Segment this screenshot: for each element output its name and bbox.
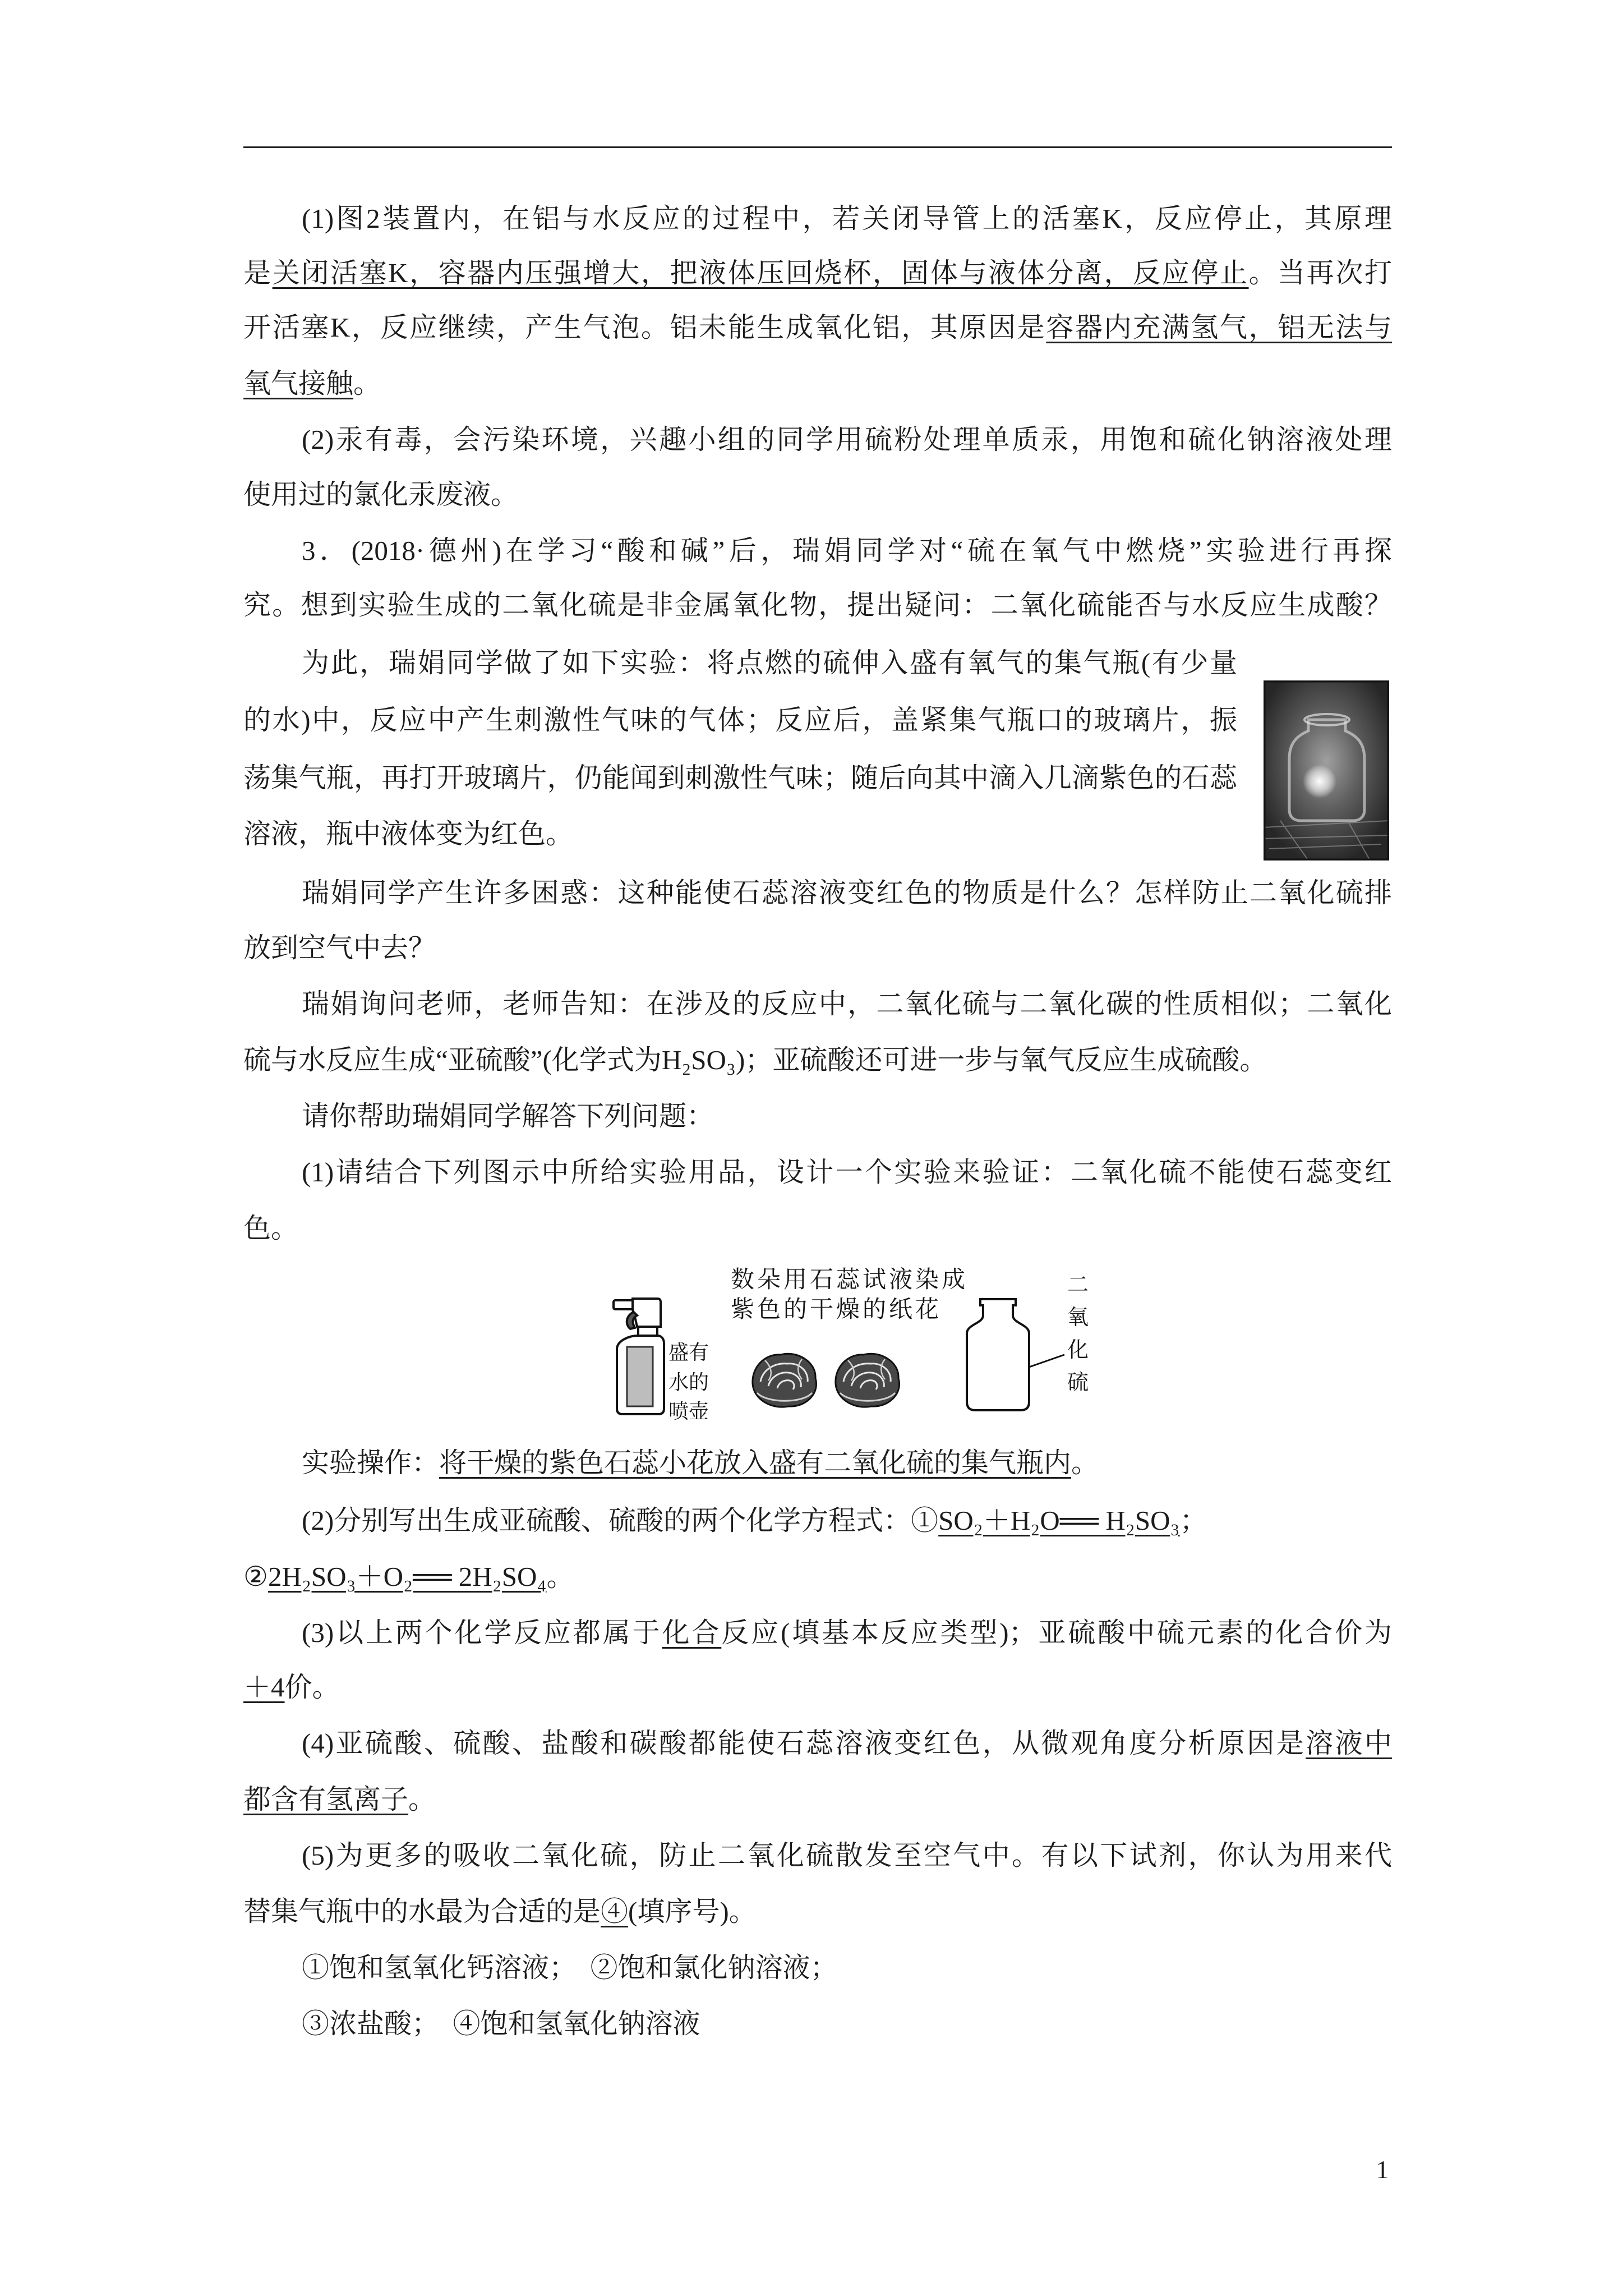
text-segment: 放到空气中去？ xyxy=(243,932,436,963)
text-line xyxy=(243,308,1392,347)
text-line xyxy=(243,1097,1392,1136)
text-line xyxy=(243,1209,1392,1248)
gas-jar-label-char: 化 xyxy=(1067,1337,1089,1362)
answer-text: 将干燥的紫色石蕊小花放入盛有二氧化硫的集气瓶内 xyxy=(439,1447,1072,1478)
text-line xyxy=(243,643,1237,683)
text-segment: 。 xyxy=(1071,1447,1099,1478)
text-segment: 使用过的氯化汞废液。 xyxy=(243,479,519,510)
text-segment: 瑞娟询问老师，老师告知：在涉及的反应中，二氧化硫与二氧化碳的性质相似；二氧化 xyxy=(302,988,1392,1019)
text-segment: 硫与水反应生成“亚硫酸”(化学式为H₂SO₃)；亚硫酸还可进一步与氧气反应生成硫酸。 xyxy=(243,1045,1267,1075)
experiment-materials-figure xyxy=(606,1265,1110,1430)
text-segment: 开活塞K，反应继续，产生气泡。铝未能生成氧化铝，其原因是 xyxy=(243,312,1046,343)
header-rule xyxy=(243,146,1392,148)
text-segment: 价。 xyxy=(284,1672,340,1703)
text-line xyxy=(243,928,1392,968)
text-segment: 。 xyxy=(546,1561,574,1592)
text-line xyxy=(243,984,1392,1024)
text-segment: 溶液，瓶中液体变为红色。 xyxy=(243,818,574,849)
text-segment: 色。 xyxy=(243,1213,299,1244)
answer-text: 溶液中 xyxy=(1306,1728,1392,1759)
spray-bottle-label: 水的 xyxy=(668,1371,709,1394)
text-line xyxy=(243,758,1237,798)
text-segment: ② xyxy=(243,1561,268,1592)
page-number: 1 xyxy=(1376,2155,1389,2184)
text-line xyxy=(243,1613,1392,1653)
paper-flower-icon xyxy=(836,1354,900,1407)
text-segment: 的水)中，反应中产生刺激性气味的气体；反应后，盖紧集气瓶口的玻璃片，振 xyxy=(243,705,1237,735)
gas-jar-label-char: 氧 xyxy=(1067,1305,1089,1329)
text-line xyxy=(243,1557,1392,1596)
text-line xyxy=(243,1892,1392,1931)
text-segment: (5)为更多的吸收二氧化硫，防止二氧化硫散发至空气中。有以下试剂，你认为用来代 xyxy=(302,1840,1392,1871)
text-line xyxy=(243,199,1392,238)
text-segment: 反应(填基本反应类型)；亚硫酸中硫元素的化合价为 xyxy=(721,1617,1392,1648)
text-segment: 为此，瑞娟同学做了如下实验：将点燃的硫伸入盛有氧气的集气瓶(有少量 xyxy=(302,647,1237,678)
figure-caption-line: 紫色的干燥的纸花 xyxy=(731,1295,942,1323)
text-line xyxy=(243,1668,1392,1707)
text-line xyxy=(243,1041,1392,1080)
text-line xyxy=(243,254,1392,293)
text-segment: 替集气瓶中的水最为合适的是 xyxy=(243,1896,601,1927)
gas-jar-label-char: 硫 xyxy=(1067,1370,1089,1395)
text-line xyxy=(243,1948,1392,1987)
experiment-photo xyxy=(1264,680,1389,861)
gas-jar-icon xyxy=(967,1299,1029,1410)
text-line xyxy=(243,1153,1392,1192)
text-line xyxy=(243,531,1392,570)
text-segment: (1)请结合下列图示中所给实验用品，设计一个实验来验证：二氧化硫不能使石蕊变红 xyxy=(302,1157,1392,1188)
text-segment: 实验操作： xyxy=(302,1447,440,1478)
text-segment: 瑞娟同学产生许多困惑：这种能使石蕊溶液变红色的物质是什么？怎样防止二氧化硫排 xyxy=(302,877,1392,908)
answer-text: 关闭活塞K，容器内压强增大，把液体压回烧杯，固体与液体分离，反应停止 xyxy=(272,257,1249,288)
text-line xyxy=(243,420,1392,459)
paper-flower-icon xyxy=(753,1354,817,1407)
text-line xyxy=(243,873,1392,913)
text-segment: ①饱和氢氧化钙溶液； ②饱和氯化钠溶液； xyxy=(302,1952,838,1983)
text-segment: 究。想到实验生成的二氧化硫是非金属氧化物，提出疑问：二氧化硫能否与水反应生成酸？ xyxy=(243,590,1392,620)
text-segment: 。 xyxy=(353,368,381,399)
text-segment: (1)图2装置内，在铝与水反应的过程中，若关闭导管上的活塞K，反应停止，其原理 xyxy=(302,203,1392,234)
text-segment: (4)亚硫酸、硫酸、盐酸和碳酸都能使石蕊溶液变红色，从微观角度分析原因是 xyxy=(302,1728,1306,1759)
text-segment: 3．(2018·德州)在学习“酸和碱”后，瑞娟同学对“硫在氧气中燃烧”实验进行再探 xyxy=(302,535,1392,566)
spray-bottle-icon xyxy=(614,1299,664,1414)
answer-text: 氧气接触 xyxy=(243,368,354,399)
spray-bottle-label: 喷壶 xyxy=(668,1400,709,1423)
text-segment: ； xyxy=(1179,1505,1207,1536)
text-line xyxy=(243,1501,1392,1540)
text-segment: 。 xyxy=(408,1784,436,1815)
text-segment: 请你帮助瑞娟同学解答下列问题： xyxy=(302,1101,714,1131)
text-line xyxy=(243,1724,1392,1763)
answer-text: ＋4 xyxy=(243,1672,285,1703)
spray-bottle-label: 盛有 xyxy=(668,1341,709,1364)
answer-text: 化合 xyxy=(662,1617,722,1648)
text-segment: 。当再次打 xyxy=(1248,257,1392,288)
gas-label-leader-line xyxy=(1029,1355,1064,1367)
text-segment: (3)以上两个化学反应都属于 xyxy=(302,1617,662,1648)
text-line xyxy=(243,1780,1392,1819)
answer-text: 容器内充满氢气，铝无法与 xyxy=(1046,312,1392,343)
text-line xyxy=(243,1836,1392,1875)
figure-caption-line: 数朵用石蕊试液染成 xyxy=(731,1266,969,1293)
text-segment: 是 xyxy=(243,257,273,288)
text-line xyxy=(243,364,1392,403)
answer-text: ④ xyxy=(601,1896,629,1927)
text-segment: (2)汞有毒，会污染环境，兴趣小组的同学用硫粉处理单质汞，用饱和硫化钠溶液处理 xyxy=(302,424,1392,455)
answer-text: 2H₂SO₃＋O₂══ 2H₂SO₄ xyxy=(268,1561,547,1592)
text-segment: (填序号)。 xyxy=(628,1896,757,1927)
text-line xyxy=(243,586,1392,625)
text-line xyxy=(243,815,1237,854)
answer-text: SO₂＋H₂O══ H₂SO₃ xyxy=(938,1505,1180,1536)
text-line xyxy=(243,2004,1392,2044)
text-segment: 荡集气瓶，再打开玻璃片，仍能闻到刺激性气味；随后向其中滴入几滴紫色的石蕊 xyxy=(243,762,1237,793)
answer-text: 都含有氢离子 xyxy=(243,1784,409,1815)
text-segment: (2)分别写出生成亚硫酸、硫酸的两个化学方程式：① xyxy=(302,1505,939,1536)
text-line xyxy=(243,1443,1392,1483)
gas-jar-label-char: 二 xyxy=(1067,1272,1089,1297)
text-segment: ③浓盐酸； ④饱和氢氧化钠溶液 xyxy=(302,2008,700,2039)
text-line xyxy=(243,701,1237,740)
text-line xyxy=(243,475,1392,514)
